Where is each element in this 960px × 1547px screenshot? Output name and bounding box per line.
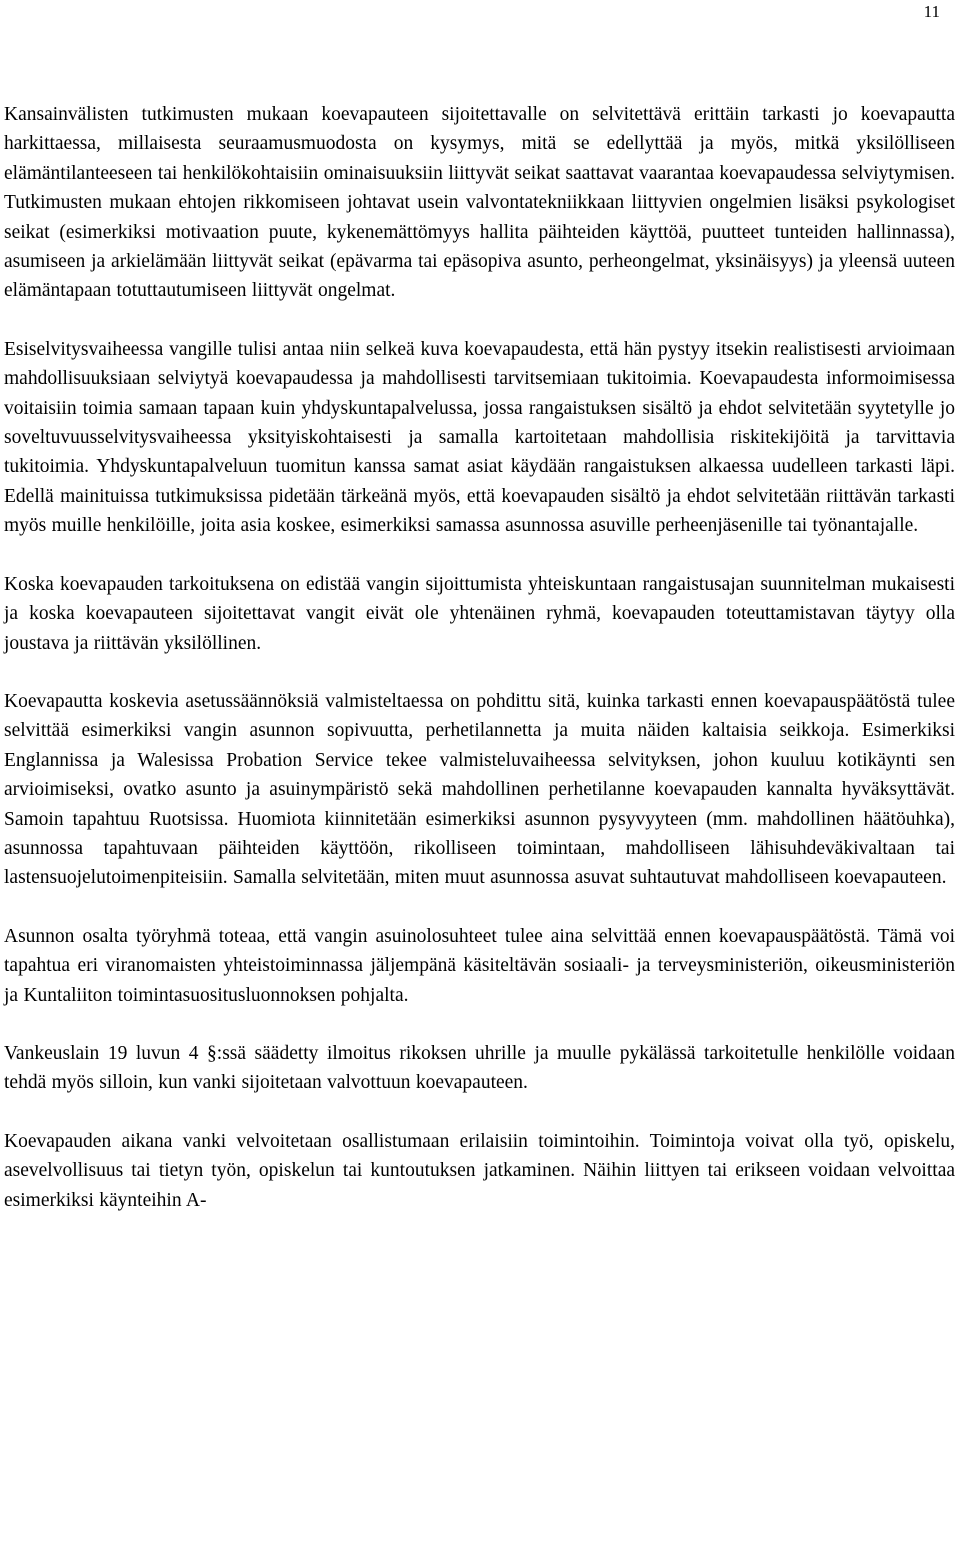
paragraph: Vankeuslain 19 luvun 4 §:ssä säädetty ilmoitus rikoksen uhrille ja muulle pykälässä tarkoitetulle henkilölle voidaan tehdä myös silloin, kun vanki sijoitetaan valvottuun koevapauteen. [4, 1042, 955, 1094]
paragraph: Asunnon osalta työryhmä toteaa, että vangin asuinolosuhteet tulee aina selvittää ennen koevapauspäätöstä. Tämä voi tapahtua eri viranomaisten yhteistoiminnassa jäljempänä käsiteltävän sosiaali- ja terveysministeriön, oikeusministeriön ja Kuntaliiton toimintasuositusluonnoksen pohjalta. [4, 925, 955, 1006]
document-body [4, 100, 955, 1215]
paragraph: Koska koevapauden tarkoituksena on edistää vangin sijoittumista yhteiskuntaan rangaistusajan suunnitelman mukaisesti ja koska koevapauteen sijoitettavat vangit eivät ole yhtenäinen ryhmä, koevapauden toteuttamistavan täytyy olla joustava ja riittävän yksilöllinen. [4, 573, 955, 654]
paragraph: Kansainvälisten tutkimusten mukaan koevapauteen sijoitettavalle on selvitettävä erittäin tarkasti jo koevapautta harkittaessa, millaisesta seuraamusmuodosta on kysymys, mitä se edellyttää ja myös, mitkä yksilölliseen elämäntilanteeseen tai henkilökohtaisiin ominaisuuksiin liittyvät seikat saattavat vaarantaa koevapaudessa selviytymisen. Tutkimusten mukaan ehtojen rikkomiseen johtavat usein valvontatekniikkaan liittyvien ongelmien lisäksi psykologiset seikat (esimerkiksi motivaation puute, kykenemättömyys hallita päihteiden käyttöä, puutteet tunteiden hallinnassa), asumiseen ja arkielämään liittyvät seikat (epävarma tai epäsopiva asunto, perheongelmat, yksinäisyys) ja yleensä uuteen elämäntapaan totuttautumiseen liittyvät ongelmat. [4, 104, 955, 302]
paragraph: Esiselvitysvaiheessa vangille tulisi antaa niin selkeä kuva koevapaudesta, että hän pystyy itsekin realistisesti arvioimaan mahdollisuuksiaan selviytyä koevapaudessa ja mahdollisesti tarvitsemiaan tukitoimia. Koevapaudesta informoimisessa voitaisiin toimia samaan tapaan kuin yhdyskuntapalvelussa, jossa rangaistuksen sisältö ja ehdot selvitetään syytetylle jo soveltuvuusselvitysvaiheessa yksityiskohtaisesti ja samalla kartoitetaan mahdollisia riskitekijöitä ja tarvittavia tukitoimia. Yhdyskuntapalveluun tuomitun kanssa samat asiat käydään rangaistuksen alkaessa uudelleen tarkasti läpi. Edellä mainituissa tutkimuksissa pidetään tärkeänä myös, että koevapauden sisältö ja ehdot selvitetään riittävän tarkasti myös muille henkilöille, joita asia koskee, esimerkiksi samassa asunnossa asuville perheenjäsenille tai työnantajalle. [4, 338, 955, 537]
page-number: 11 [923, 2, 940, 21]
paragraph: Koevapauden aikana vanki velvoitetaan osallistumaan erilaisiin toimintoihin. Toimintoja voivat olla työ, opiskelu, asevelvollisuus tai tietyn työn, opiskelun tai kuntoutuksen jatkaminen. Näihin liittyen tai erikseen voidaan velvoittaa esimerkiksi käynteihin A- [4, 1130, 955, 1211]
paragraph: Koevapautta koskevia asetussäännöksiä valmisteltaessa on pohdittu sitä, kuinka tarkasti ennen koevapauspäätöstä tulee selvittää esimerkiksi vangin asunnon sopivuutta, perhetilannetta ja muita näiden kaltaisia seikkoja. Esimerkiksi Englannissa ja Walesissa Probation Service tekee valmisteluvaiheessa selvityksen, johon kuuluu kotikäynti sen arvioimiseksi, ovatko asunto ja asuinympäristö sekä mahdollinen perhetilanne koevapauden kannalta hyväksyttävät. Samoin tapahtuu Ruotsissa. Huomiota kiinnitetään esimerkiksi asunnon pysyvyyteen (mm. mahdollinen häätöuhka), asunnossa tapahtuvaan päihteiden käyttöön, rikolliseen toimintaan, mahdolliseen lähisuhdeväkivaltaan tai lastensuojelutoimenpiteisiin. Samalla selvitetään, miten muut asunnossa asuvat suhtautuvat mahdolliseen koevapauteen. [4, 690, 955, 889]
